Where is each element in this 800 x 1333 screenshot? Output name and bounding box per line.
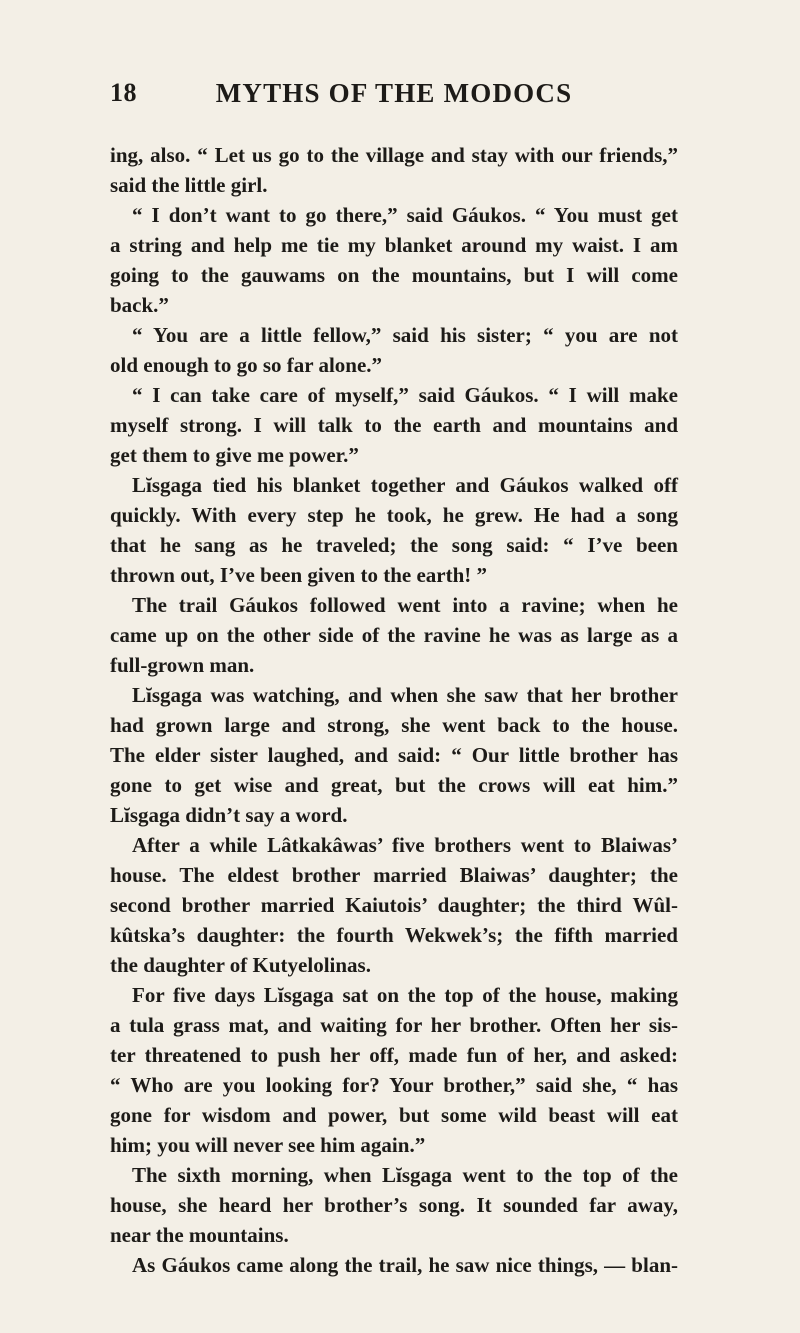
text-line: myself strong. I will talk to the earth and mountains and: [110, 413, 678, 437]
text-line: ter threatened to push her off, made fun of her, and asked:: [110, 1043, 678, 1067]
body-text: [110, 140, 678, 1280]
text-line: a tula grass mat, and waiting for her brother. Often her sis-: [110, 1013, 678, 1037]
page-header: [110, 78, 678, 118]
text-line: quickly. With every step he took, he grew. He had a song: [110, 503, 678, 527]
text-line: had grown large and strong, she went back to the house.: [110, 713, 678, 737]
text-line: a string and help me tie my blanket around my waist. I am: [110, 233, 678, 257]
text-line: near the mountains.: [110, 1223, 289, 1247]
text-line: the daughter of Kutyelolinas.: [110, 953, 371, 977]
text-line: After a while Lâtkakâwas’ five brothers went to Blaiwas’: [132, 833, 678, 857]
text-line: full-grown man.: [110, 653, 255, 677]
text-line: Lĭsgaga tied his blanket together and Gáukos walked off: [132, 473, 678, 497]
text-line: back.”: [110, 293, 169, 317]
text-line: get them to give me power.”: [110, 443, 359, 467]
text-line: The trail Gáukos followed went into a ravine; when he: [132, 593, 678, 617]
text-line: “ I can take care of myself,” said Gáukos. “ I will make: [132, 383, 678, 407]
text-line: that he sang as he traveled; the song said: “ I’ve been: [110, 533, 678, 557]
text-line: going to the gauwams on the mountains, but I will come: [110, 263, 678, 287]
text-line: For five days Lĭsgaga sat on the top of the house, making: [132, 983, 678, 1007]
text-line: As Gáukos came along the trail, he saw nice things, — blan-: [132, 1253, 678, 1277]
text-line: gone to get wise and great, but the crows will eat him.”: [110, 773, 678, 797]
text-line: ing, also. “ Let us go to the village and stay with our friends,”: [110, 143, 678, 167]
text-line: said the little girl.: [110, 173, 268, 197]
text-line: “ Who are you looking for? Your brother,” said she, “ has: [110, 1073, 678, 1097]
text-line: thrown out, I’ve been given to the earth! ”: [110, 563, 487, 587]
text-line: house. The eldest brother married Blaiwas’ daughter; the: [110, 863, 678, 887]
text-line: house, she heard her brother’s song. It sounded far away,: [110, 1193, 678, 1217]
text-line: Lĭsgaga was watching, and when she saw that her brother: [132, 683, 678, 707]
text-line: kûtska’s daughter: the fourth Wekwek’s; the fifth married: [110, 923, 678, 947]
text-line: “ You are a little fellow,” said his sister; “ you are not: [132, 323, 678, 347]
text-line: Lĭsgaga didn’t say a word.: [110, 803, 348, 827]
text-line: gone for wisdom and power, but some wild beast will eat: [110, 1103, 678, 1127]
text-line: him; you will never see him again.”: [110, 1133, 426, 1157]
text-line: old enough to go so far alone.”: [110, 353, 383, 377]
page-number: 18: [110, 78, 137, 107]
text-line: The elder sister laughed, and said: “ Our little brother has: [110, 743, 678, 767]
text-line: “ I don’t want to go there,” said Gáukos. “ You must get: [132, 203, 678, 227]
text-line: The sixth morning, when Lĭsgaga went to the top of the: [132, 1163, 678, 1187]
text-line: second brother married Kaiutois’ daughter; the third Wûl-: [110, 893, 678, 917]
running-head: MYTHS OF THE MODOCS: [215, 78, 573, 108]
text-line: came up on the other side of the ravine he was as large as a: [110, 623, 678, 647]
